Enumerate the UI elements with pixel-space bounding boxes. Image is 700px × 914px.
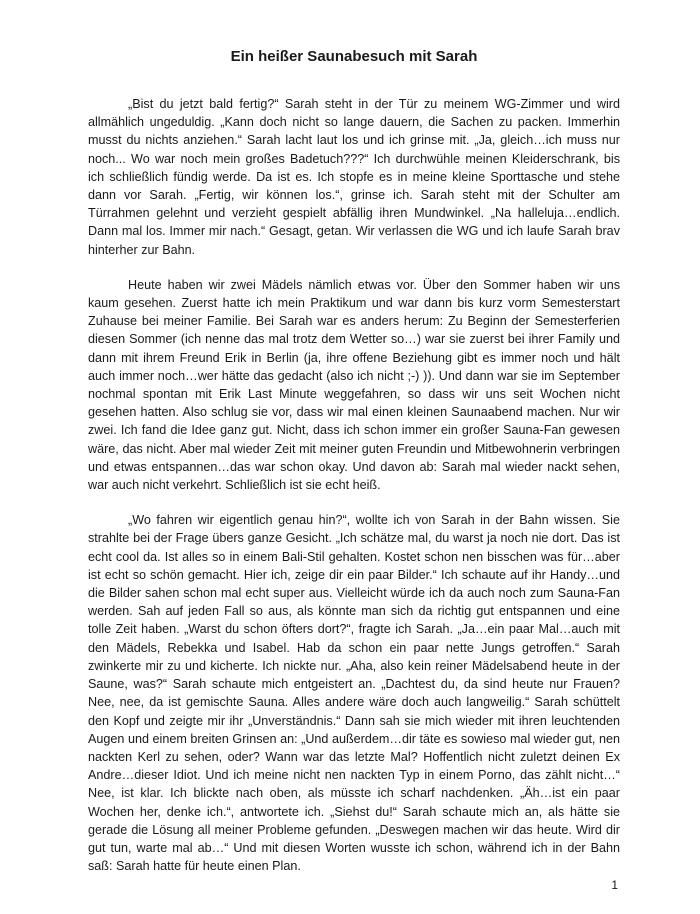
paragraph-2: Heute haben wir zwei Mädels nämlich etwas vor. Über den Sommer haben wir uns kaum gesehen. Zuerst hatte ich mein Praktikum und war dann bis kurz vorm Semesterstart Zuhause bei meiner Familie. Bei Sarah war es anders herum: Zu Beginn der Semesterferien diesen Sommer (ich nenne das mal trotz dem Wetter so…) war sie zuerst bei ihrer Family und dann mit ihrem Freund Erik in Berlin (ja, ihre offene Beziehung gibt es immer noch und hält auch immer noch…wer hätte das gedacht (also ich nicht ;-) )). Und dann war sie im September nochmal spontan mit Erik Last Minute weggefahren, so dass wir uns seit Wochen nicht gesehen hatten. Also schlug sie vor, dass wir mal einen kleinen Saunaabend machen. Nur wir zwei. Ich fand die Idee ganz gut. Nicht, dass ich schon immer ein großer Sauna-Fan gewesen wäre, das nicht. Aber mal wieder Zeit mit meiner guten Freundin und Mitbewohnerin verbringen und etwas entspannen…das war schon okay. Und davon ab: Sarah mal wieder nackt sehen, war auch nicht verkehrt. Schließlich ist sie echt heiß. (88, 277, 620, 493)
paragraph-1: „Bist du jetzt bald fertig?“ Sarah steht in der Tür zu meinem WG-Zimmer und wird allmählich ungeduldig. „Kann doch nicht so lange dauern, die Sachen zu packen. Immerhin musst du nichts anziehen.“ Sarah lacht laut los und ich grinse mit. „Ja, gleich…ich muss nur noch... Wo war noch mein großes Badetuch???“ Ich durchwühle meinen Kleiderschrank, bis ich schließlich fündig werde. Da ist es. Ich stopfe es in meine kleine Sporttasche und stehe dann vor Sarah. „Fertig, wir können los.“, grinse ich. Sarah steht mit der Schulter am Türrahmen gelehnt und verzieht gespielt abfällig ihren Mundwinkel. „Na halleluja…endlich. Dann mal los. Immer mir nach.“ Gesagt, getan. Wir verlassen die WG und ich laufe Sarah brav hinterher zur Bahn. (88, 97, 620, 257)
document-body (88, 95, 620, 875)
paragraph-3: „Wo fahren wir eigentlich genau hin?“, wollte ich von Sarah in der Bahn wissen. Sie strahlte bei der Frage übers ganze Gesicht. „Ich schätze mal, du warst ja noch nie dort. Das ist echt cool da. Ist alles so in einem Bali-Stil gehalten. Kostet schon nen bisschen was für…aber ist echt so schön gemacht. Hier ich, zeige dir ein paar Bilder.“ Ich schaute auf ihr Handy…und die Bilder sahen schon mal echt super aus. Vielleicht würde ich da auch noch zum Sauna-Fan werden. Sah auf jeden Fall so aus, als könnte man sich da richtig gut entspannen und eine tolle Zeit haben. „Warst du schon öfters dort?“, fragte ich Sarah. „Ja…ein paar Mal…auch mit den Mädels, Rebekka und Isabel. Hab da schon ein paar nette Jungs getroffen.“ Sarah zwinkerte mir zu und kicherte. Ich nickte nur. „Aha, also kein reiner Mädelsabend heute in der Saune, was?“ Sarah schaute mich entgeistert an. „Dachtest du, da sind heute nur Frauen? Nee, nee, da ist gemischte Sauna. Alles andere wäre doch auch langweilig.“ Sarah schüttelt den Kopf und zeigte mir ihr „Unverständnis.“ Dann sah sie mich wieder mit ihren leuchtenden Augen und einem breiten Grinsen an: „Und außerdem…dir täte es sowieso mal wieder gut, nen nackten Kerl zu sehen, oder? Wann war das letzte Mal? Hoffentlich nicht zuletzt deinen Ex Andre…dieser Idiot. Und ich meine nicht nen nackten Typ in einem Porno, das zählt nicht…“ Nee, ist klar. Ich blickte nach oben, als müsste ich scharf nachdenken. „Äh…ist ein paar Wochen her, denke ich.“, antwortete ich. „Siehst du!“ Sarah schaute mich an, als hätte sie gerade die Lösung all meiner Probleme gefunden. „Deswegen machen wir das heute. Wird dir gut tun, warte mal ab…“ Und mit diesen Worten wusste ich schon, während ich in der Bahn saß: Sarah hatte für heute einen Plan. (88, 513, 620, 874)
page-title: Ein heißer Saunabesuch mit Sarah (230, 48, 478, 65)
page-number: 1 (611, 878, 618, 892)
